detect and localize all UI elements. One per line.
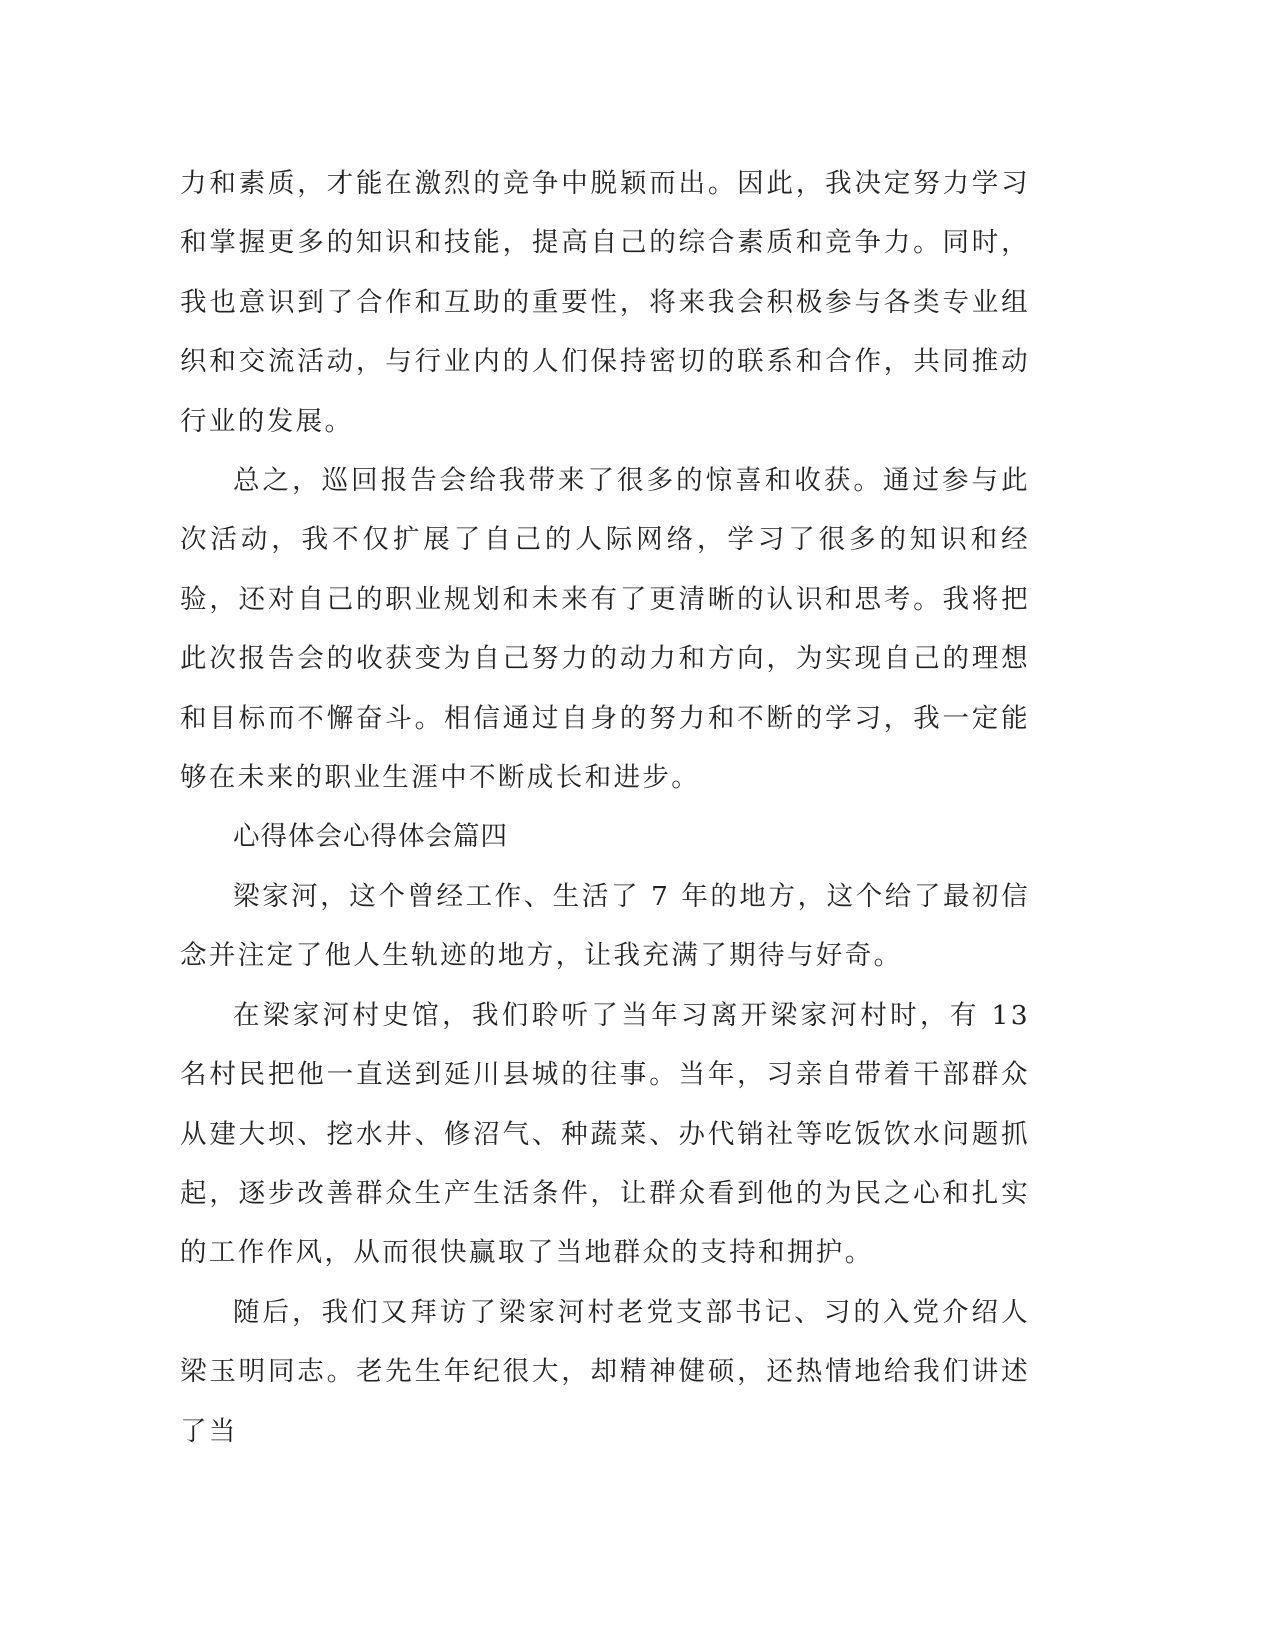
paragraph-village-museum: 在梁家河村史馆，我们聆听了当年习离开梁家河村时，有 13 名村民把他一直送到延川县城的往事。当年，习亲自带着干部群众从建大坝、挖水井、修沼气、种蔬菜、办代销社等吃饭饮水问题抓起，逐步改善群众生产生活条件，让群众看到他的为民之心和扎实的工作作风，从而很快赢取了当地群众的支持和拥护。 bbox=[180, 999, 1030, 1269]
paragraph-summary: 总之，巡回报告会给我带来了很多的惊喜和收获。通过参与此次活动，我不仅扩展了自己的人际网络，学习了很多的知识和经验，还对自己的职业规划和未来有了更清晰的认识和思考。我将把此次报告会的收获变为自己努力的动力和方向，为实现自己的理想和目标而不懈奋斗。相信通过自身的努力和不断的学习，我一定能够在未来的职业生涯中不断成长和进步。 bbox=[180, 465, 1030, 794]
document-body bbox=[180, 154, 1030, 1461]
paragraph-liangjiahe-intro: 梁家河，这个曾经工作、生活了 7 年的地方，这个给了最初信念并注定了他人生轨迹的地方，让我充满了期待与好奇。 bbox=[180, 880, 1030, 972]
section-heading: 心得体会心得体会篇四 bbox=[233, 821, 508, 853]
paragraph-continuation: 力和素质，才能在激烈的竞争中脱颖而出。因此，我决定努力学习和掌握更多的知识和技能，提高自己的综合素质和竞争力。同时，我也意识到了合作和互助的重要性，将来我会积极参与各类专业组织和交流活动，与行业内的人们保持密切的联系和合作，共同推动行业的发展。 bbox=[180, 168, 1030, 437]
paragraph-visit-secretary: 随后，我们又拜访了梁家河村老党支部书记、习的入党介绍人梁玉明同志。老先生年纪很大，却精神健硕，还热情地给我们讲述了当 bbox=[180, 1296, 1030, 1447]
